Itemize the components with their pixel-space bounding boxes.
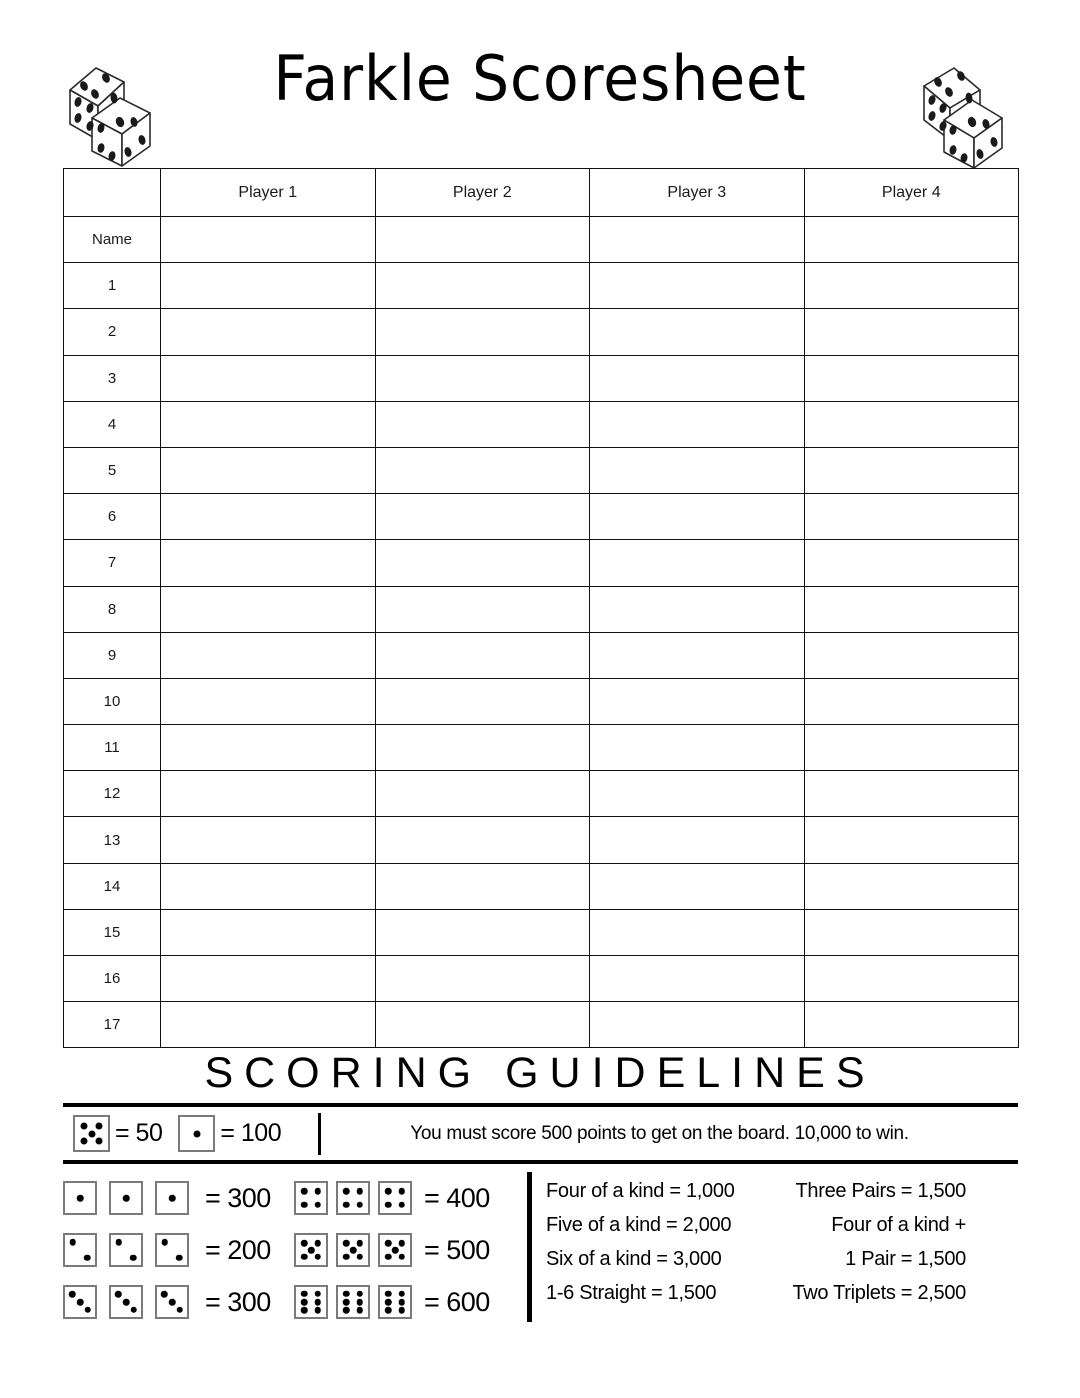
text-rule-line: Three Pairs = 1,500 [795,1180,966,1202]
text-rule-line: Six of a kind = 3,000 [546,1248,722,1270]
text-rule-line: Four of a kind + [831,1214,966,1236]
table-row [64,632,1019,678]
row-label-9: 9 [64,632,161,678]
die-pip [123,1195,130,1202]
triple-combo-value: = 600 [424,1286,490,1317]
score-cell-r16-p3[interactable] [590,956,805,1002]
score-cell-r10-p4[interactable] [804,678,1019,724]
table-row [64,678,1019,724]
die-face-4 [294,1181,328,1215]
score-cell-r15-p4[interactable] [804,909,1019,955]
score-cell-r9-p3[interactable] [590,632,805,678]
score-cell-r7-p1[interactable] [161,540,376,586]
die-pip [77,1195,84,1202]
table-row [64,263,1019,309]
die-pip [315,1307,322,1314]
die-face-6 [378,1285,412,1319]
die-pip [161,1291,168,1298]
die-face-4 [378,1181,412,1215]
table-row [64,1002,1019,1048]
table-corner-cell [64,169,161,217]
score-cell-r10-p1[interactable] [161,678,376,724]
dice-pair-illustration-right-icon [906,56,1016,171]
die-pip [343,1254,350,1261]
triple-combo-value: = 300 [205,1286,271,1317]
row-label-8: 8 [64,586,161,632]
score-cell-r14-p2[interactable] [375,863,590,909]
score-cell-r8-p3[interactable] [590,586,805,632]
triple-combo-value: = 400 [424,1182,490,1213]
score-cell-r8-p1[interactable] [161,586,376,632]
score-cell-r3-p1[interactable] [161,355,376,401]
die-face-1 [63,1181,97,1215]
die-pip [301,1254,308,1261]
die-pip [399,1299,406,1306]
die-pip [116,1239,123,1246]
score-cell-r9-p4[interactable] [804,632,1019,678]
die-pip [70,1239,77,1246]
die-pip [96,1138,103,1145]
die-pip [301,1299,308,1306]
die-pip [399,1290,406,1297]
score-cell-r4-p1[interactable] [161,401,376,447]
table-row [64,956,1019,1002]
score-cell-r7-p2[interactable] [375,540,590,586]
die-pip [315,1254,322,1261]
die-pip [385,1299,392,1306]
scoring-combinations-panel [63,1172,1018,1328]
score-cell-r11-p2[interactable] [375,725,590,771]
die-pip [399,1240,406,1247]
text-rules-column-right [756,1174,1018,1310]
row-label-11: 11 [64,725,161,771]
table-row [64,586,1019,632]
score-cell-r12-p1[interactable] [161,771,376,817]
text-rules-column-left [546,1174,756,1310]
die-pip [399,1202,406,1209]
die-pip [343,1307,350,1314]
die-face-3 [109,1285,143,1319]
page-title: Farkle Scoresheet [273,42,807,115]
row-label-10: 10 [64,678,161,724]
triple-dice-column-left [63,1172,294,1328]
die-face-6 [294,1285,328,1319]
text-rule-line: Four of a kind = 1,000 [546,1180,735,1202]
triple-dice-grid [63,1172,525,1328]
score-cell-r13-p4[interactable] [804,817,1019,863]
die-pip [315,1299,322,1306]
die-pip [392,1247,399,1254]
table-row [64,447,1019,493]
table-row [64,401,1019,447]
score-cell-r5-p4[interactable] [804,447,1019,493]
triple-dice-column-right [294,1172,525,1328]
die-face-5 [336,1233,370,1267]
die-face-4 [336,1181,370,1215]
die-pip [357,1299,364,1306]
name-cell-player-4[interactable] [804,217,1019,263]
die-face-5 [73,1115,110,1152]
row-label-6: 6 [64,494,161,540]
die-pip [169,1299,176,1306]
divider-rule-bottom [63,1160,1018,1164]
table-row [64,909,1019,955]
triple-combo-value: = 300 [205,1182,271,1213]
row-label-14: 14 [64,863,161,909]
score-cell-r7-p4[interactable] [804,540,1019,586]
row-label-name: Name [64,217,161,263]
score-cell-r12-p2[interactable] [375,771,590,817]
die-face-5 [378,1233,412,1267]
die-pip [385,1188,392,1195]
die-pip [85,1307,92,1314]
die-face-6 [336,1285,370,1319]
die-face-5 [294,1233,328,1267]
single-die-entry-0 [73,1115,178,1152]
die-pip [343,1299,350,1306]
score-cell-r6-p4[interactable] [804,494,1019,540]
die-pip [385,1290,392,1297]
die-pip [385,1307,392,1314]
die-pip [357,1307,364,1314]
score-cell-r13-p3[interactable] [590,817,805,863]
die-pip [301,1290,308,1297]
scoring-statement: You must score 500 points to get on the board. 10,000 to win. [410,1122,909,1144]
score-cell-r16-p2[interactable] [375,956,590,1002]
die-pip [301,1202,308,1209]
die-pip [399,1307,406,1314]
player-header-3: Player 3 [590,169,805,217]
die-pip [193,1130,200,1137]
triple-combo-row [294,1276,525,1328]
score-cell-r14-p1[interactable] [161,863,376,909]
score-cell-r17-p3[interactable] [590,1002,805,1048]
die-pip [115,1291,122,1298]
score-cell-r2-p1[interactable] [161,309,376,355]
row-label-2: 2 [64,309,161,355]
die-pip [84,1255,91,1262]
row-label-5: 5 [64,447,161,493]
score-cell-r5-p2[interactable] [375,447,590,493]
die-pip [131,1307,138,1314]
table-row [64,355,1019,401]
die-pip [176,1255,183,1262]
name-cell-player-2[interactable] [375,217,590,263]
score-cell-r6-p1[interactable] [161,494,376,540]
score-cell-r15-p2[interactable] [375,909,590,955]
die-pip [301,1307,308,1314]
triple-combo-value: = 200 [205,1234,271,1265]
name-cell-player-1[interactable] [161,217,376,263]
die-pip [385,1254,392,1261]
die-face-1 [109,1181,143,1215]
triple-combo-row [294,1172,525,1224]
die-pip [399,1254,406,1261]
row-label-12: 12 [64,771,161,817]
score-cell-r11-p4[interactable] [804,725,1019,771]
die-pip [357,1240,364,1247]
score-cell-r9-p2[interactable] [375,632,590,678]
die-pip [80,1138,87,1145]
text-rule-line: Five of a kind = 2,000 [546,1214,732,1236]
row-label-17: 17 [64,1002,161,1048]
die-pip [315,1290,322,1297]
score-cell-r15-p1[interactable] [161,909,376,955]
row-label-1: 1 [64,263,161,309]
die-pip [315,1188,322,1195]
die-face-3 [63,1285,97,1319]
row-label-7: 7 [64,540,161,586]
player-header-4: Player 4 [804,169,1019,217]
score-cell-r5-p3[interactable] [590,447,805,493]
die-face-1 [155,1181,189,1215]
die-pip [315,1240,322,1247]
single-die-value-1: = 100 [220,1119,282,1147]
score-cell-r3-p2[interactable] [375,355,590,401]
score-cell-r15-p3[interactable] [590,909,805,955]
single-die-value-0: = 50 [115,1119,163,1147]
score-cell-r2-p2[interactable] [375,309,590,355]
score-cell-r6-p2[interactable] [375,494,590,540]
score-cell-r10-p3[interactable] [590,678,805,724]
row-label-16: 16 [64,956,161,1002]
die-face-1 [178,1115,215,1152]
score-cell-r17-p2[interactable] [375,1002,590,1048]
die-pip [80,1122,87,1129]
die-pip [88,1130,95,1137]
single-die-values [63,1115,310,1152]
row-label-15: 15 [64,909,161,955]
table-row [64,817,1019,863]
score-cell-r10-p2[interactable] [375,678,590,724]
score-cell-r14-p4[interactable] [804,863,1019,909]
die-pip [301,1240,308,1247]
score-cell-r3-p4[interactable] [804,355,1019,401]
triple-combo-row [63,1224,294,1276]
die-pip [177,1307,184,1314]
die-pip [357,1290,364,1297]
table-row [64,863,1019,909]
player-header-1: Player 1 [161,169,376,217]
die-pip [350,1247,357,1254]
die-pip [357,1188,364,1195]
score-cell-r14-p3[interactable] [590,863,805,909]
name-cell-player-3[interactable] [590,217,805,263]
single-die-entry-1 [178,1115,297,1152]
row-label-4: 4 [64,401,161,447]
score-cell-r7-p3[interactable] [590,540,805,586]
score-cell-r13-p1[interactable] [161,817,376,863]
score-cell-r2-p4[interactable] [804,309,1019,355]
row-label-13: 13 [64,817,161,863]
score-cell-r12-p3[interactable] [590,771,805,817]
table-row [64,309,1019,355]
score-cell-r16-p4[interactable] [804,956,1019,1002]
score-cell-r2-p3[interactable] [590,309,805,355]
score-cell-r17-p1[interactable] [161,1002,376,1048]
die-pip [301,1188,308,1195]
score-cell-r12-p4[interactable] [804,771,1019,817]
table-row-name [64,217,1019,263]
text-rule-line: Two Triplets = 2,500 [792,1282,966,1304]
vertical-divider-thick [527,1172,532,1322]
die-face-2 [63,1233,97,1267]
triple-combo-row [294,1224,525,1276]
table-row [64,494,1019,540]
die-pip [69,1291,76,1298]
die-pip [357,1202,364,1209]
die-pip [123,1299,130,1306]
die-pip [308,1247,315,1254]
die-pip [385,1240,392,1247]
table-row [64,725,1019,771]
score-cell-r3-p3[interactable] [590,355,805,401]
die-face-3 [155,1285,189,1319]
die-pip [162,1239,169,1246]
die-pip [130,1255,137,1262]
score-cell-r1-p4[interactable] [804,263,1019,309]
die-pip [399,1188,406,1195]
score-cell-r8-p4[interactable] [804,586,1019,632]
score-cell-r11-p1[interactable] [161,725,376,771]
die-face-2 [109,1233,143,1267]
score-cell-r8-p2[interactable] [375,586,590,632]
score-cell-r4-p2[interactable] [375,401,590,447]
score-cell-r4-p4[interactable] [804,401,1019,447]
die-pip [315,1202,322,1209]
score-cell-r5-p1[interactable] [161,447,376,493]
text-rule-line: 1 Pair = 1,500 [845,1248,966,1270]
page-header [0,0,1080,118]
score-cell-r1-p1[interactable] [161,263,376,309]
table-header-row [64,169,1019,217]
single-die-values-strip [63,1107,1018,1160]
player-header-2: Player 2 [375,169,590,217]
score-cell-r17-p4[interactable] [804,1002,1019,1048]
die-pip [169,1195,176,1202]
triple-combo-row [63,1172,294,1224]
die-face-2 [155,1233,189,1267]
triple-combo-value: = 500 [424,1234,490,1265]
score-table [63,168,1019,1048]
triple-combo-row [63,1276,294,1328]
score-cell-r6-p3[interactable] [590,494,805,540]
die-pip [77,1299,84,1306]
die-pip [385,1202,392,1209]
die-pip [343,1240,350,1247]
score-cell-r4-p3[interactable] [590,401,805,447]
die-pip [343,1188,350,1195]
row-label-3: 3 [64,355,161,401]
text-rules [546,1172,1018,1310]
score-cell-r1-p3[interactable] [590,263,805,309]
die-pip [343,1202,350,1209]
table-row [64,540,1019,586]
score-cell-r1-p2[interactable] [375,263,590,309]
text-rule-line: 1-6 Straight = 1,500 [546,1282,717,1304]
score-cell-r13-p2[interactable] [375,817,590,863]
table-row [64,771,1019,817]
score-cell-r11-p3[interactable] [590,725,805,771]
die-pip [96,1122,103,1129]
die-pip [357,1254,364,1261]
score-cell-r9-p1[interactable] [161,632,376,678]
score-cell-r16-p1[interactable] [161,956,376,1002]
die-pip [343,1290,350,1297]
scoring-guidelines-heading: SCORING GUIDELINES [204,1049,876,1097]
